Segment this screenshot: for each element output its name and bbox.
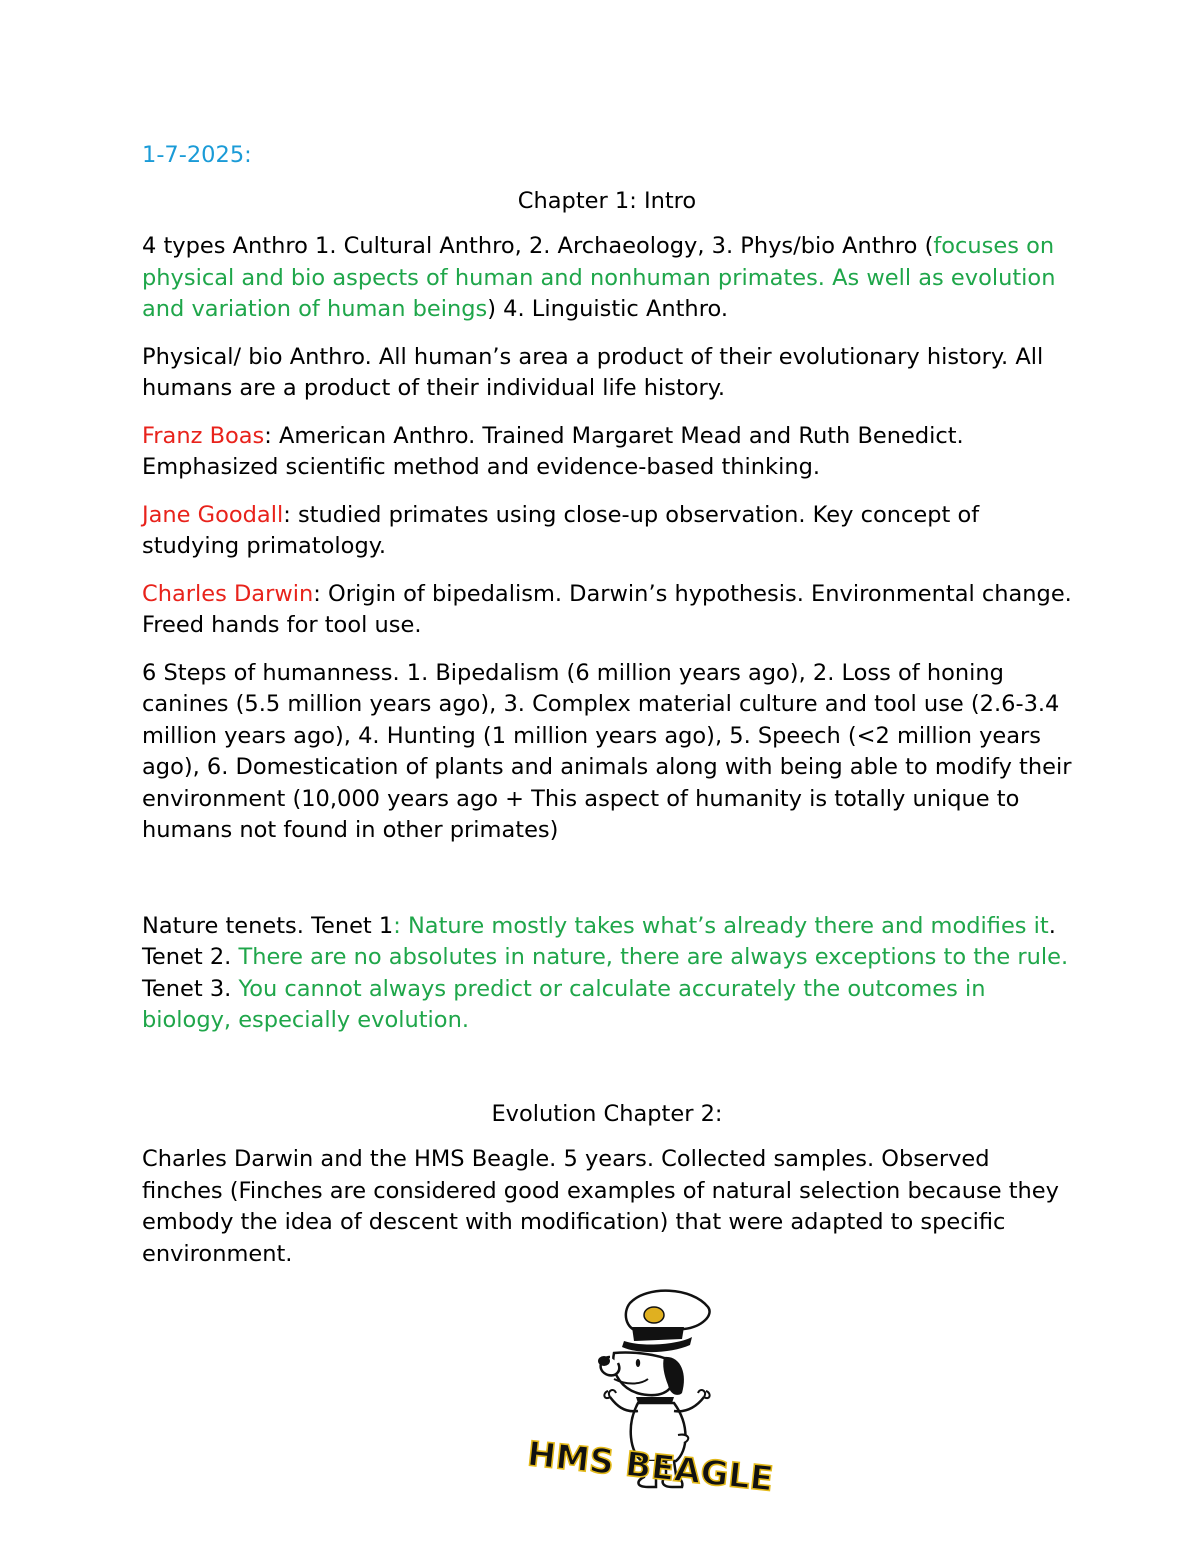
anthro-types-text-end: ) 4. Linguistic Anthro. bbox=[487, 296, 728, 322]
person-name-boas: Franz Boas bbox=[142, 422, 265, 449]
darwin-text: : Origin of bipedalism. Darwin’s hypothesis. Environmental change. Freed hands for tool use. bbox=[142, 580, 1072, 638]
hms-beagle-logo-text bbox=[525, 1420, 776, 1500]
boas-text: : American Anthro. Trained Margaret Mead and Ruth Benedict. Emphasized scientific method and evidence-based thinking. bbox=[142, 422, 964, 480]
darwin-paragraph bbox=[142, 579, 1072, 642]
tenet-2-label: . Tenet 2. bbox=[142, 912, 1056, 970]
anthro-types-text: 4 types Anthro 1. Cultural Anthro, 2. Archaeology, 3. Phys/bio Anthro ( bbox=[142, 233, 934, 259]
tenet-3-label: Tenet 3. bbox=[142, 944, 1083, 1002]
date-heading: 1-7-2025: bbox=[142, 142, 252, 168]
beagle-paragraph: Charles Darwin and the HMS Beagle. 5 years. Collected samples. Observed finches (Finches are considered good examples of natural selection because they embody the idea of descent with modification) that were adapted to specific environment. bbox=[142, 1146, 1059, 1267]
document-body bbox=[142, 140, 1083, 1286]
nature-tenets-paragraph bbox=[142, 911, 1083, 1037]
goodall-text: : studied primates using close-up observation. Key concept of studying primatology. bbox=[142, 501, 980, 559]
person-name-darwin: Charles Darwin bbox=[142, 580, 314, 607]
tenet-3-text: You cannot always predict or calculate accurately the outcomes in biology, especially evolution. bbox=[142, 975, 986, 1033]
tenet-1-text: : Nature mostly takes what’s already there and modifies it bbox=[393, 912, 1049, 939]
goodall-paragraph bbox=[142, 500, 1072, 563]
person-name-goodall: Jane Goodall bbox=[142, 501, 284, 528]
spacer bbox=[142, 863, 1072, 911]
phys-bio-definition: focuses on physical and bio aspects of human and nonhuman primates. As well as evolution and variation of human beings bbox=[142, 233, 1056, 322]
tenet-1-label: Nature tenets. Tenet 1 bbox=[142, 912, 394, 939]
hms-beagle-caption: HMS BEAGLE bbox=[525, 1434, 776, 1500]
humanness-steps-paragraph: 6 Steps of humanness. 1. Bipedalism (6 million years ago), 2. Loss of honing canines (5.5 million years ago), 3. Complex material culture and tool use (2.6-3.4 million years ago), 4. Hunting (1 million years ago), 5. Speech (<2 million years ago), 6. Domestication of plants and animals along with being able to modify their environment (10,000 years ago + This aspect of humanity is totally unique to humans not found in other primates) bbox=[142, 659, 1072, 843]
tenet-2-text: There are no absolutes in nature, there are always exceptions to the rule. bbox=[238, 944, 1069, 970]
physical-anthro-paragraph: Physical/ bio Anthro. All human’s area a product of their evolutionary history. All humans are a product of their individual life history. bbox=[142, 343, 1044, 401]
chapter-2-heading: Evolution Chapter 2: bbox=[491, 1100, 723, 1127]
chapter-1-heading: Chapter 1: Intro bbox=[517, 187, 697, 214]
spacer bbox=[142, 1053, 1072, 1099]
anthro-types-paragraph bbox=[142, 231, 1072, 326]
boas-paragraph bbox=[142, 421, 1072, 484]
